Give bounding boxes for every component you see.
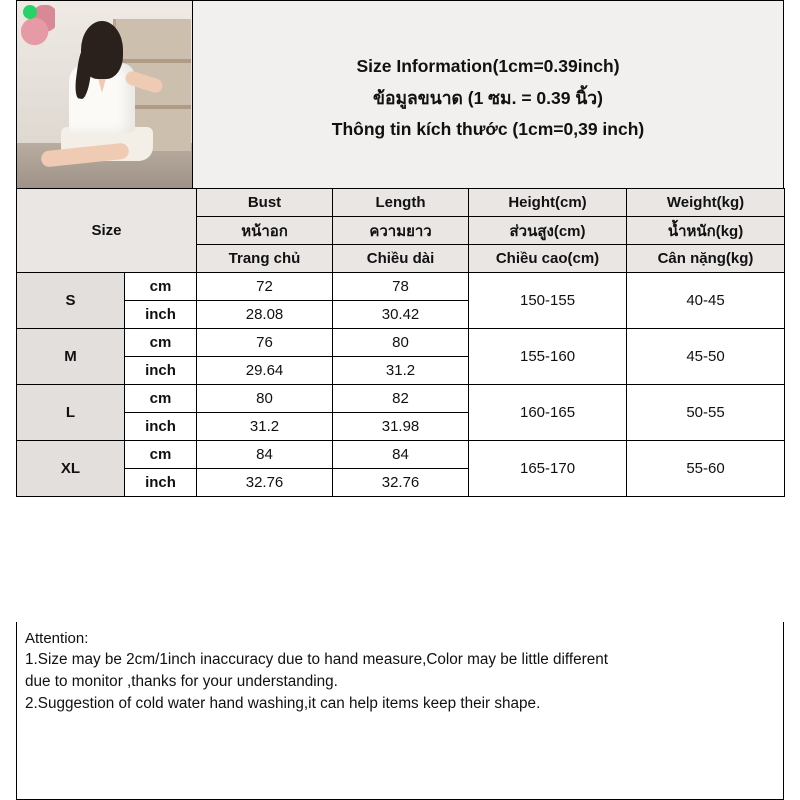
row-size-m: M [17,329,125,385]
m-height: 155-160 [469,329,627,385]
unit-cm: cm [125,329,197,357]
title-group [193,1,783,188]
title-line-vi: Thông tin kích thước (1cm=0,39 inch) [331,118,645,139]
title-line-th: ข้อมูลขนาด (1 ซม. = 0.39 นิ้ว) [373,87,603,108]
attention-line-3: 2.Suggestion of cold water hand washing,it can help items keep their shape. [25,694,541,712]
l-weight: 50-55 [627,385,785,441]
header-length-en: Length [333,189,469,217]
whatsapp-icon [23,5,37,19]
l-length-inch: 31.98 [333,413,469,441]
table-row [17,441,785,469]
header-block [16,0,784,188]
l-height: 160-165 [469,385,627,441]
header-bust-vi: Trang chủ [197,245,333,273]
photo-model-hair [81,21,123,79]
header-weight-vi: Cân nặng(kg) [627,245,785,273]
attention-line-2: due to monitor ,thanks for your understanding. [25,673,338,691]
s-bust-inch: 28.08 [197,301,333,329]
l-bust-inch: 31.2 [197,413,333,441]
unit-cm: cm [125,441,197,469]
row-size-s: S [17,273,125,329]
table-row [17,385,785,413]
unit-cm: cm [125,273,197,301]
header-length-vi: Chiều dài [333,245,469,273]
size-table [16,188,785,497]
m-length-cm: 80 [333,329,469,357]
s-height: 150-155 [469,273,627,329]
unit-inch: inch [125,469,197,497]
size-column-header: Size [17,189,197,273]
xl-weight: 55-60 [627,441,785,497]
header-height-en: Height(cm) [469,189,627,217]
s-length-cm: 78 [333,273,469,301]
table-header-row-en [17,189,785,217]
title-line-en: Size Information(1cm=0.39inch) [356,55,620,76]
unit-inch: inch [125,413,197,441]
attention-note [16,622,784,800]
header-bust-en: Bust [197,189,333,217]
l-bust-cm: 80 [197,385,333,413]
header-weight-en: Weight(kg) [627,189,785,217]
header-height-th: ส่วนสูง(cm) [469,217,627,245]
s-length-inch: 30.42 [333,301,469,329]
header-bust-th: หน้าอก [197,217,333,245]
row-size-xl: XL [17,441,125,497]
xl-height: 165-170 [469,441,627,497]
unit-inch: inch [125,357,197,385]
table-row [17,329,785,357]
xl-length-cm: 84 [333,441,469,469]
attention-line-1: 1.Size may be 2cm/1inch inaccuracy due to hand measure,Color may be little different [25,651,608,669]
m-weight: 45-50 [627,329,785,385]
m-bust-inch: 29.64 [197,357,333,385]
unit-cm: cm [125,385,197,413]
table-row [17,273,785,301]
xl-bust-cm: 84 [197,441,333,469]
m-length-inch: 31.2 [333,357,469,385]
product-photo [17,1,193,188]
xl-bust-inch: 32.76 [197,469,333,497]
xl-length-inch: 32.76 [333,469,469,497]
row-size-l: L [17,385,125,441]
s-weight: 40-45 [627,273,785,329]
s-bust-cm: 72 [197,273,333,301]
m-bust-cm: 76 [197,329,333,357]
header-length-th: ความยาว [333,217,469,245]
l-length-cm: 82 [333,385,469,413]
attention-title: Attention: [25,630,89,647]
header-weight-th: น้ำหนัก(kg) [627,217,785,245]
unit-inch: inch [125,301,197,329]
header-height-vi: Chiều cao(cm) [469,245,627,273]
